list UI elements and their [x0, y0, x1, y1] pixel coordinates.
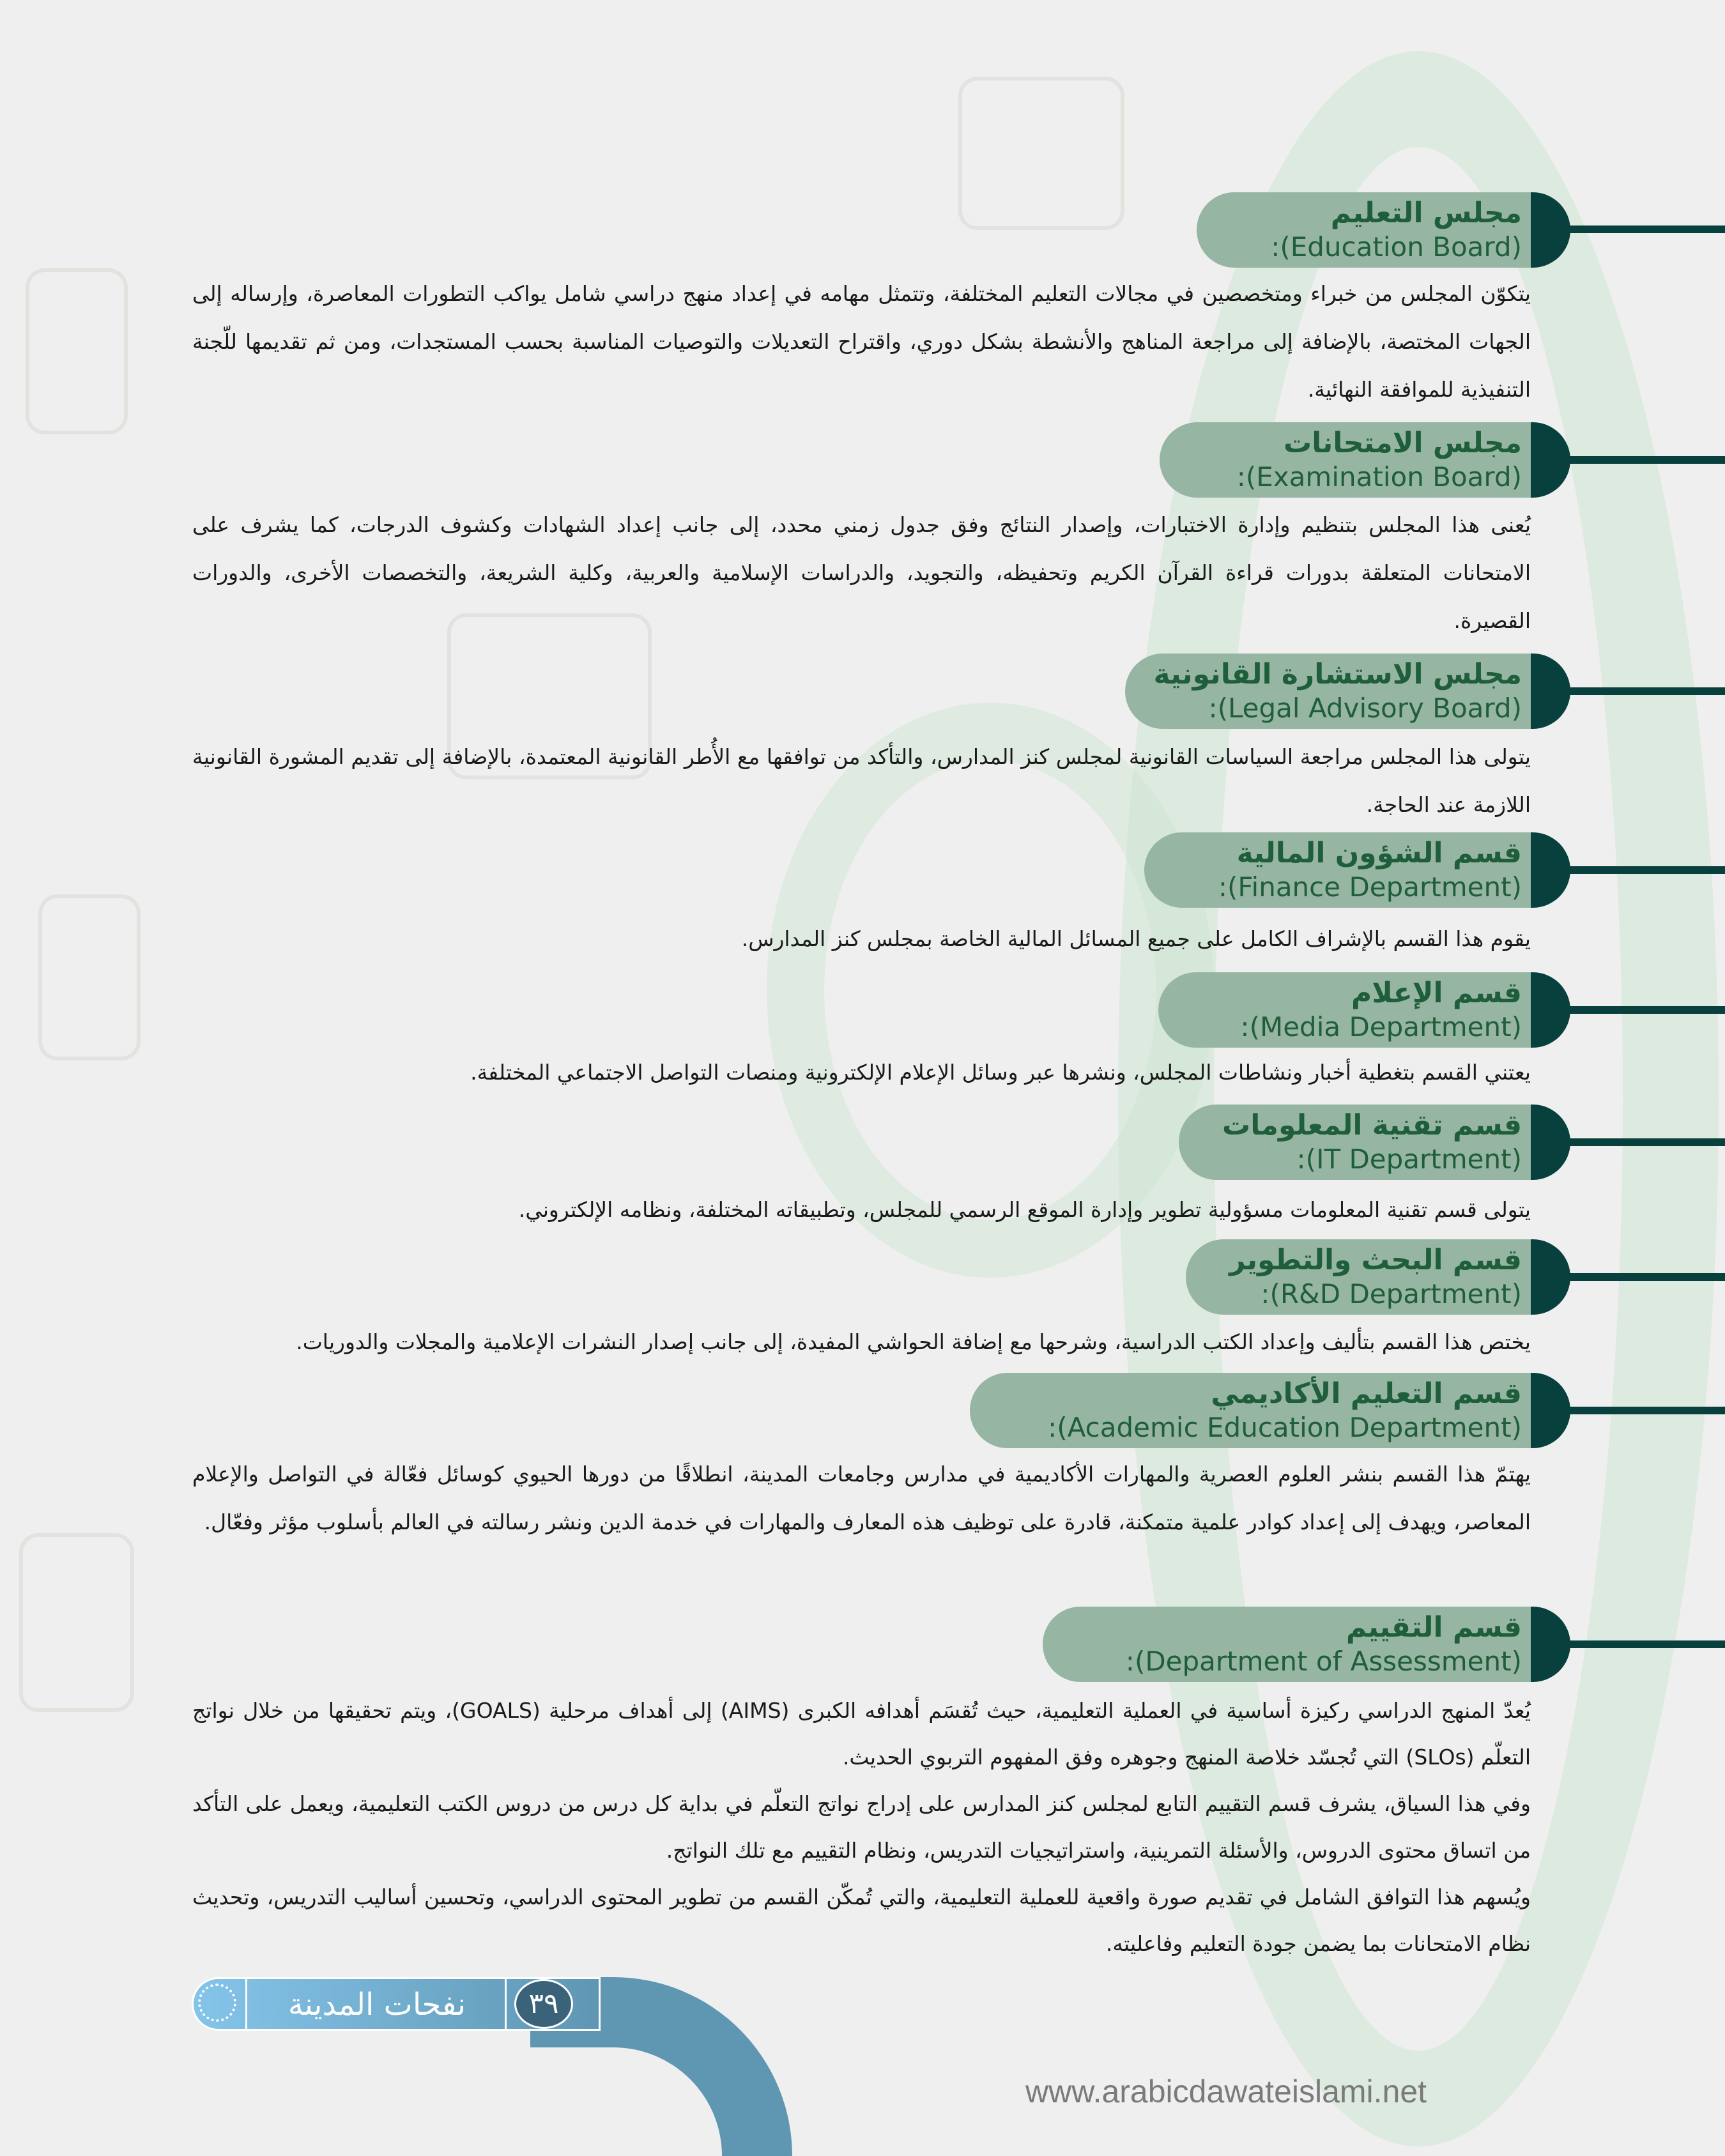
section-heading-examination-board — [1160, 422, 1531, 498]
pill-cap — [1531, 1105, 1570, 1180]
pill-cap — [1531, 1607, 1570, 1682]
page-number: ٣٩ — [514, 1979, 573, 2029]
pill-cap — [1531, 654, 1570, 729]
section-heading-legal-advisory-board — [1125, 654, 1531, 729]
section-body-media-department — [192, 1048, 1531, 1096]
section-heading-it-department — [1179, 1105, 1531, 1180]
section-body-legal-advisory-board — [192, 733, 1531, 829]
divider — [505, 1979, 507, 2030]
pill-cap — [1531, 192, 1570, 268]
pill-cap — [1531, 972, 1570, 1048]
heading-english: :(Education Board) — [1271, 231, 1522, 263]
paragraph: يتولى قسم تقنية المعلومات مسؤولية تطوير وإدارة الموقع الرسمي للمجلس، وتطبيقاته المختلفة، ونظامه الإلكتروني. — [518, 1197, 1531, 1222]
section-heading-rnd-department — [1186, 1239, 1531, 1315]
section-heading-finance-department — [1144, 832, 1531, 908]
section-body-department-of-assessment — [192, 1687, 1531, 1967]
rosette-ornament-icon — [198, 1984, 236, 2022]
section-body-academic-education-department — [192, 1450, 1531, 1546]
section-heading-department-of-assessment — [1043, 1607, 1531, 1682]
pill-cap — [1531, 422, 1570, 498]
pill-cap — [1531, 1239, 1570, 1315]
heading-arabic: مجلس التعليم — [1330, 197, 1522, 229]
paragraph: يُعنى هذا المجلس بتنظيم وإدارة الاختبارات، وإصدار النتائج وفق جدول زمني محدد، إلى جانب إعداد الشهادات وكشوف الدرجات، كما يشرف على الامتحانات المتعلقة بدورات قراءة القرآن الكريم وتحفيظه، والتجويد، والدراسات الإسلامية والعربية، وكلية الشريعة، والتخصصات الأخرى، والدورات القصيرة. — [192, 512, 1531, 633]
heading-english: :(Legal Advisory Board) — [1208, 692, 1522, 724]
website-url: www.arabicdawateislami.net — [1025, 2074, 1427, 2109]
heading-english: :(Finance Department) — [1218, 871, 1522, 903]
paragraph: يتولى هذا المجلس مراجعة السياسات القانونية لمجلس كنز المدارس، والتأكد من توافقها مع الأُطر القانونية المعتمدة، بالإضافة إلى تقديم المشورة القانونية اللازمة عند الحاجة. — [192, 744, 1531, 817]
heading-english: :(Media Department) — [1240, 1011, 1522, 1043]
paragraph: يختص هذا القسم بتأليف وإعداد الكتب الدراسية، وشرحها مع إضافة الحواشي المفيدة، إلى جانب إصدار النشرات الإعلامية والمجلات والدوريات. — [296, 1329, 1531, 1354]
heading-arabic: قسم الإعلام — [1351, 977, 1522, 1009]
divider — [245, 1979, 247, 2030]
pill-cap — [1531, 832, 1570, 908]
magazine-title: نفحات المدينة — [288, 1987, 466, 2022]
section-heading-academic-education-department — [970, 1373, 1531, 1448]
heading-arabic: قسم التعليم الأكاديمي — [1211, 1377, 1522, 1410]
heading-english: :(R&D Department) — [1261, 1278, 1522, 1310]
section-body-finance-department — [192, 915, 1531, 963]
paragraph: يهتمّ هذا القسم بنشر العلوم العصرية والمهارات الأكاديمية في مدارس وجامعات المدينة، انطلاقًا من دورها الحيوي كوسائل فعّالة في التواصل والإعلام المعاصر، ويهدف إلى إعداد كوادر علمية متمكنة، قادرة على توظيف هذه المعارف والمهارات في خدمة الدين ونشر رسالته في العالم بأسلوب مؤثر وفعّال. — [192, 1462, 1531, 1534]
paragraph: يعتني القسم بتغطية أخبار ونشاطات المجلس، ونشرها عبر وسائل الإعلام الإلكترونية ومنصات التواصل الاجتماعي المختلفة. — [470, 1060, 1531, 1085]
paragraph: يتكوّن المجلس من خبراء ومتخصصين في مجالات التعليم المختلفة، وتتمثل مهامه في إعداد منهج دراسي شامل يواكب التطورات المعاصرة، وإرساله إلى الجهات المختصة، بالإضافة إلى مراجعة المناهج والأنشطة بشكل دوري، واقتراح التعديلات والتوصيات المناسبة بحسب المستجدات، ومن ثم تقديمها للّجنة التنفيذية للموافقة النهائية. — [192, 281, 1531, 402]
section-body-it-department — [192, 1186, 1531, 1234]
paragraph: يُعدّ المنهج الدراسي ركيزة أساسية في العملية التعليمية، حيث تُقسَم أهدافه الكبرى (AIMS) إلى أهداف مرحلية (GOALS)، ويتم تحقيقها من خلال نواتج التعلّم (SLOs) التي تُجسّد خلاصة المنهج وجوهره وفق المفهوم التربوي الحديث. — [192, 1698, 1531, 1770]
paragraph: ويُسهم هذا التوافق الشامل في تقديم صورة واقعية للعملية التعليمية، والتي تُمكّن القسم من تطوير المحتوى الدراسي، وتحسين أساليب التدريس، وتحديث نظام الامتحانات بما يضمن جودة التعليم وفاعليته. — [192, 1885, 1531, 1956]
paragraph: يقوم هذا القسم بالإشراف الكامل على جميع المسائل المالية الخاصة بمجلس كنز المدارس. — [741, 926, 1531, 951]
heading-english: :(Department of Assessment) — [1125, 1646, 1522, 1677]
background-pattern-shape — [38, 894, 141, 1060]
heading-arabic: قسم التقييم — [1346, 1611, 1522, 1644]
heading-arabic: قسم البحث والتطوير — [1229, 1244, 1522, 1276]
heading-english: :(IT Department) — [1296, 1143, 1522, 1175]
heading-english: :(Examination Board) — [1236, 461, 1522, 493]
section-body-examination-board — [192, 501, 1531, 645]
paragraph: وفي هذا السياق، يشرف قسم التقييم التابع لمجلس كنز المدارس على إدراج نواتج التعلّم في بداية كل درس من دروس الكتب التعليمية، ويعمل على التأكد من اتساق محتوى الدروس، والأسئلة التمرينية، واستراتيجيات التدريس، ونظام التقييم مع تلك النواتج. — [192, 1791, 1531, 1863]
section-heading-education-board — [1197, 192, 1531, 268]
heading-english: :(Academic Education Department) — [1048, 1412, 1522, 1443]
heading-arabic: مجلس الاستشارة القانونية — [1153, 658, 1522, 691]
heading-arabic: قسم تقنية المعلومات — [1222, 1109, 1522, 1142]
section-heading-media-department — [1158, 972, 1531, 1048]
pill-cap — [1531, 1373, 1570, 1448]
background-pattern-shape — [958, 77, 1124, 230]
heading-arabic: مجلس الامتحانات — [1284, 427, 1522, 459]
section-body-education-board — [192, 270, 1531, 413]
heading-arabic: قسم الشؤون المالية — [1236, 837, 1522, 869]
background-pattern-shape — [26, 268, 128, 434]
section-body-rnd-department — [192, 1318, 1531, 1366]
background-pattern-shape — [19, 1533, 134, 1712]
